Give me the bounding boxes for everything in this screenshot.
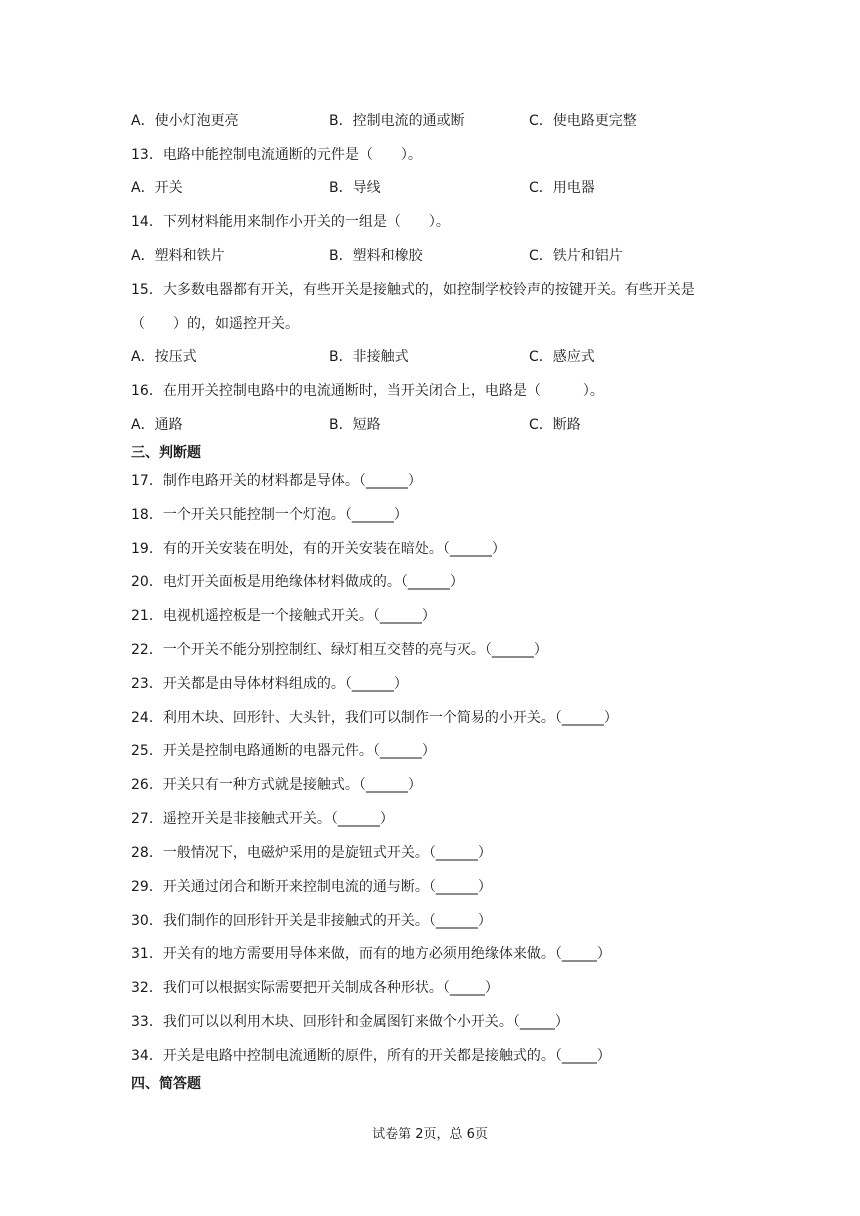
judgment-19: 19．有的开关安装在明处，有的开关安装在暗处。（______）	[131, 541, 506, 557]
question-13: 13．电路中能控制电流通断的元件是（ ）。	[131, 147, 422, 163]
option-a: A．按压式	[131, 349, 197, 365]
judgment-27: 27．遥控开关是非接触式开关。（______）	[131, 811, 394, 827]
judgment-17: 17．制作电路开关的材料都是导体。（______）	[131, 473, 422, 489]
judgment-22: 22．一个开关不能分别控制红、绿灯相互交替的亮与灭。（______）	[131, 642, 548, 658]
q13-options	[131, 178, 751, 198]
option-a: A．塑料和铁片	[131, 248, 225, 264]
judgment-21: 21．电视机遥控板是一个接触式开关。（______）	[131, 608, 436, 624]
q12-options	[131, 111, 751, 131]
judgment-20: 20．电灯开关面板是用绝缘体材料做成的。（______）	[131, 574, 464, 590]
option-c: C．使电路更完整	[529, 113, 637, 129]
page-footer: 试卷第 2页，总 6页	[372, 1127, 488, 1142]
q15-options	[131, 347, 751, 367]
judgment-32: 32．我们可以根据实际需要把开关制成各种形状。（_____）	[131, 980, 499, 996]
judgment-28: 28．一般情况下，电磁炉采用的是旋钮式开关。（______）	[131, 845, 492, 861]
judgment-30: 30．我们制作的回形针开关是非接触式的开关。（______）	[131, 913, 492, 929]
judgment-25: 25．开关是控制电路通断的电器元件。（______）	[131, 743, 436, 759]
judgment-24: 24．利用木块、回形针、大头针，我们可以制作一个简易的小开关。（______）	[131, 710, 618, 726]
option-b: B．控制电流的通或断	[329, 113, 465, 129]
judgment-34: 34．开关是电路中控制电流通断的原件，所有的开关都是接触式的。（_____）	[131, 1048, 611, 1064]
question-15-line-1: 15．大多数电器都有开关，有些开关是接触式的，如控制学校铃声的按键开关。有些开关是	[131, 282, 695, 298]
question-14: 14．下列材料能用来制作小开关的一组是（ ）。	[131, 214, 450, 230]
option-c: C．铁片和铝片	[529, 248, 623, 264]
q14-options	[131, 246, 751, 266]
question-15-line-2: （ ）的，如遥控开关。	[131, 316, 299, 332]
option-b: B．非接触式	[329, 349, 409, 365]
judgment-33: 33．我们可以以利用木块、回形针和金属图钉来做个小开关。（_____）	[131, 1014, 569, 1030]
option-a: A．通路	[131, 417, 183, 433]
judgment-29: 29．开关通过闭合和断开来控制电流的通与断。（______）	[131, 879, 492, 895]
option-c: C．用电器	[529, 180, 595, 196]
judgment-26: 26．开关只有一种方式就是接触式。（______）	[131, 777, 422, 793]
judgment-23: 23．开关都是由导体材料组成的。（______）	[131, 676, 408, 692]
judgment-31: 31．开关有的地方需要用导体来做，而有的地方必须用绝缘体来做。（_____）	[131, 946, 611, 962]
option-c: C．感应式	[529, 349, 595, 365]
option-c: C．断路	[529, 417, 581, 433]
judgment-18: 18．一个开关只能控制一个灯泡。（______）	[131, 507, 408, 523]
question-16: 16．在用开关控制电路中的电流通断时，当开关闭合上，电路是（ ）。	[131, 383, 604, 399]
option-b: B．短路	[329, 417, 381, 433]
section-4-title: 四、简答题	[131, 1076, 201, 1092]
option-b: B．导线	[329, 180, 381, 196]
option-a: A．使小灯泡更亮	[131, 113, 239, 129]
option-b: B．塑料和橡胶	[329, 248, 423, 264]
section-3-title: 三、判断题	[131, 445, 201, 461]
q16-options	[131, 415, 751, 435]
option-a: A．开关	[131, 180, 183, 196]
